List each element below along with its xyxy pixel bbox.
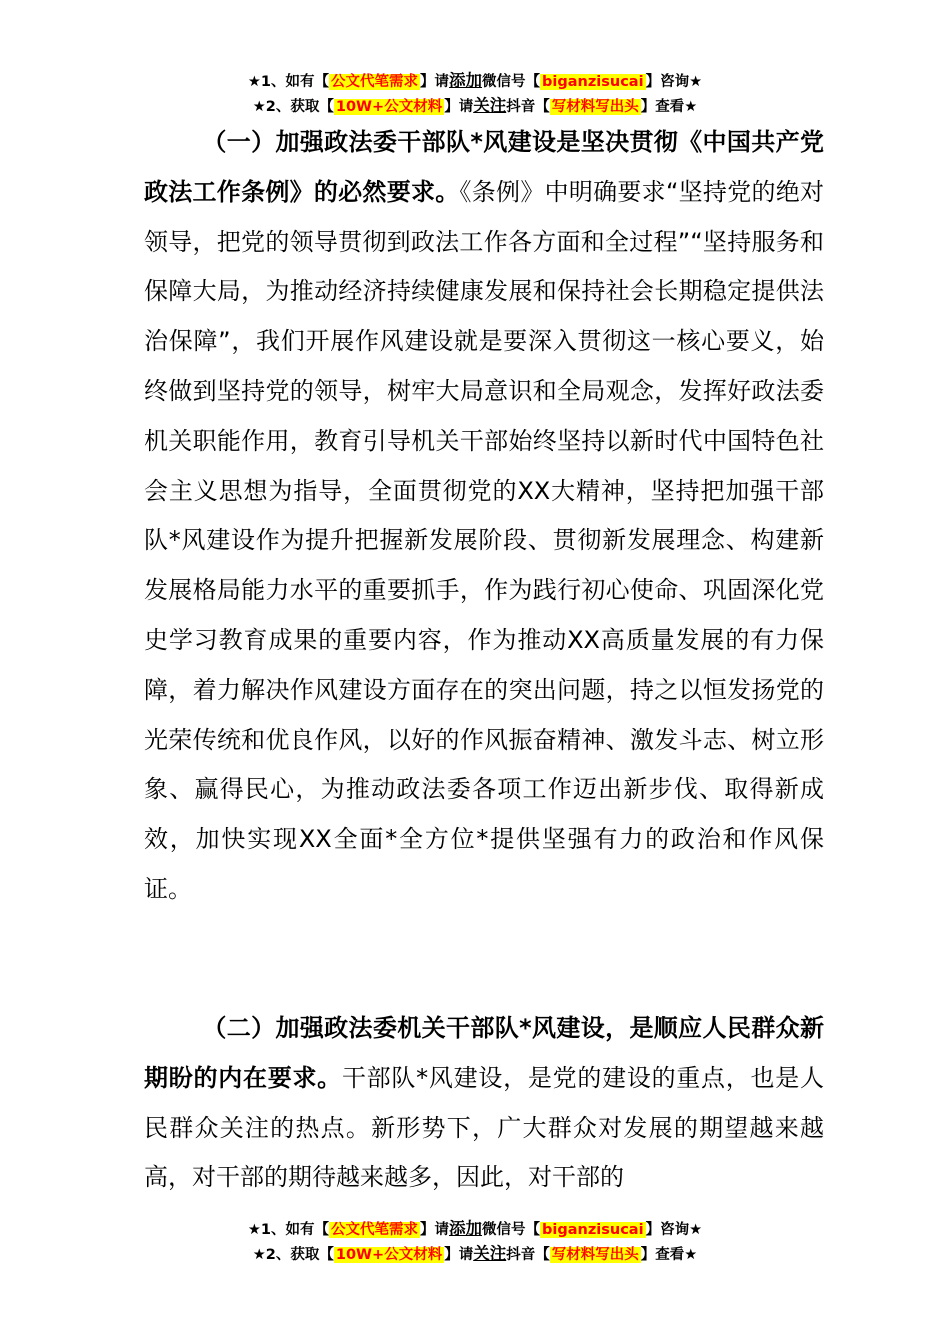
banner-text: 关注 (473, 96, 507, 115)
banner-text: 】请 (444, 1247, 474, 1263)
banner-line-1 (0, 1216, 950, 1241)
banner-text: ★2、获取【 (252, 99, 334, 115)
banner-text: 抖音【 (506, 1247, 550, 1263)
banner-text: 添加 (449, 71, 483, 90)
banner-text: 微信号【 (482, 1222, 541, 1238)
banner-text: 】咨询★ (645, 1222, 703, 1238)
banner-text: 】查看★ (640, 99, 698, 115)
paragraph-text: 干部队*风建设，是党的建设的重点，也是人民群众关注的热点。新形势下，广大群众对发展的期望越来越高，对干部的期待越来越多，因此，对干部的 (144, 1063, 825, 1192)
banner-highlight: 写材料写出头 (551, 99, 639, 115)
paragraph-lead: （一）加强政法委干部队*风建设是坚决贯彻《中国共产党政法工作条例》的必然要求。 (144, 128, 824, 206)
header-banner (0, 68, 950, 118)
banner-text: 】查看★ (640, 1247, 698, 1263)
banner-highlight: biganzisucai (542, 1222, 644, 1238)
banner-text: 抖音【 (506, 99, 550, 115)
paragraph-text: 《条例》中明确要求“坚持党的绝对领导，把党的领导贯彻到政法工作各方面和全过程”“坚持服务和保障大局，为推动经济持续健康发展和保持社会长期稳定提供法治保障”，我们开展作风建设就是要深入贯彻这一核心要义，始终做到坚持党的领导，树牢大局意识和全局观念，发挥好政法委机关职能作用，教育引导机关干部始终坚持以新时代中国特色社会主义思想为指导，全面贯彻党的XX大精神，坚持把加强干部队*风建设作为提升把握新发展阶段、贯彻新发展理念、构建新发展格局能力水平的重要抓手，作为践行初心使命、巩固深化党史学习教育成果的重要内容，作为推动XX高质量发展的有力保障，着力解决作风建设方面存在的突出问题，持之以恒发扬党的光荣传统和优良作风，以好的作风振奋精神、激发斗志、树立形象、赢得民心，为推动政法委各项工作迈出新步伐、取得新成效，加快实现XX全面*全方位*提供坚强有力的政治和作风保证。 (144, 177, 824, 903)
banner-text: 】请 (420, 74, 450, 90)
banner-highlight: 写材料写出头 (551, 1247, 639, 1263)
banner-line-1 (0, 68, 950, 93)
banner-text: 】请 (444, 99, 474, 115)
banner-text: 】请 (420, 1222, 450, 1238)
banner-text: 微信号【 (482, 74, 541, 90)
banner-highlight: biganzisucai (542, 74, 644, 90)
banner-highlight: 公文代笔需求 (331, 74, 419, 90)
banner-text: ★2、获取【 (252, 1247, 334, 1263)
banner-highlight: 10W+公文材料 (335, 99, 443, 115)
paragraph-1 (144, 118, 824, 915)
paragraph-2 (144, 1004, 824, 1203)
banner-line-2 (0, 93, 950, 118)
banner-text: 】咨询★ (645, 74, 703, 90)
banner-text: ★1、如有【 (247, 74, 330, 90)
paragraph-lead: （二）加强政法委机关干部队*风建设，是顺应人民群众新期盼的内在要求。 (144, 1014, 824, 1092)
banner-line-2 (0, 1241, 950, 1266)
banner-text: 添加 (449, 1219, 483, 1238)
banner-highlight: 公文代笔需求 (331, 1222, 419, 1238)
banner-highlight: 10W+公文材料 (335, 1247, 443, 1263)
footer-banner (0, 1216, 950, 1266)
banner-text: ★1、如有【 (247, 1222, 330, 1238)
banner-text: 关注 (473, 1244, 507, 1263)
